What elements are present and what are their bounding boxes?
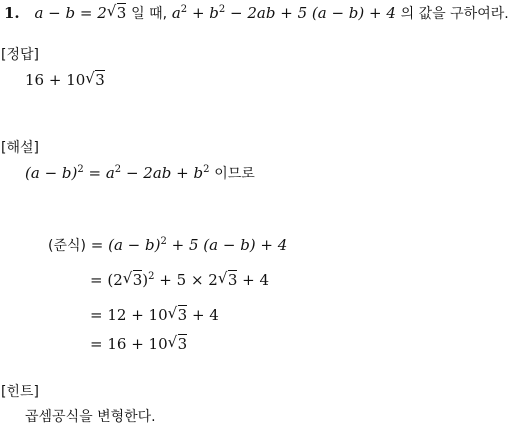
expression-b2: + $b^2$ [191,4,226,22]
question-line [4,3,509,24]
condition-lhs: a − b = 2 [34,4,107,22]
explanation-step1: (준식) = $(a - b)^2 + 5$ (a − b) + 4 [38,235,287,256]
given-expression-label: (준식) [48,238,86,254]
condition-sqrt: √ 3 [106,2,127,22]
answer-value: 16 + 10 √ 3 [25,69,105,89]
expression-a2: $a^2$ [171,4,188,22]
answer-label: [정답] [1,47,39,63]
expression-rest: − 2ab + 5 (a − b) + 4 [230,4,396,22]
hint-text: 곱셈공식을 변형한다. [25,409,156,425]
explanation-step4: = 16 + 10 √ 3 [90,333,188,353]
question-number: 1. [4,4,20,22]
question-instruction: 의 값을 구하여라. [400,6,509,22]
explanation-line1: $(a - b)^2 = a^2 - 2ab + b^2$ 이므로 [25,164,255,182]
explanation-step3: = 12 + 10 √ 3 + 4 [90,304,219,324]
condition-text: 일 때, [131,6,168,22]
explanation-step2: = (2 √ 3)$^2$ + 5 × 2 √ 3 + 4 [90,269,270,289]
hint-label: [힌트] [1,384,39,400]
explanation-label: [해설] [1,140,39,156]
